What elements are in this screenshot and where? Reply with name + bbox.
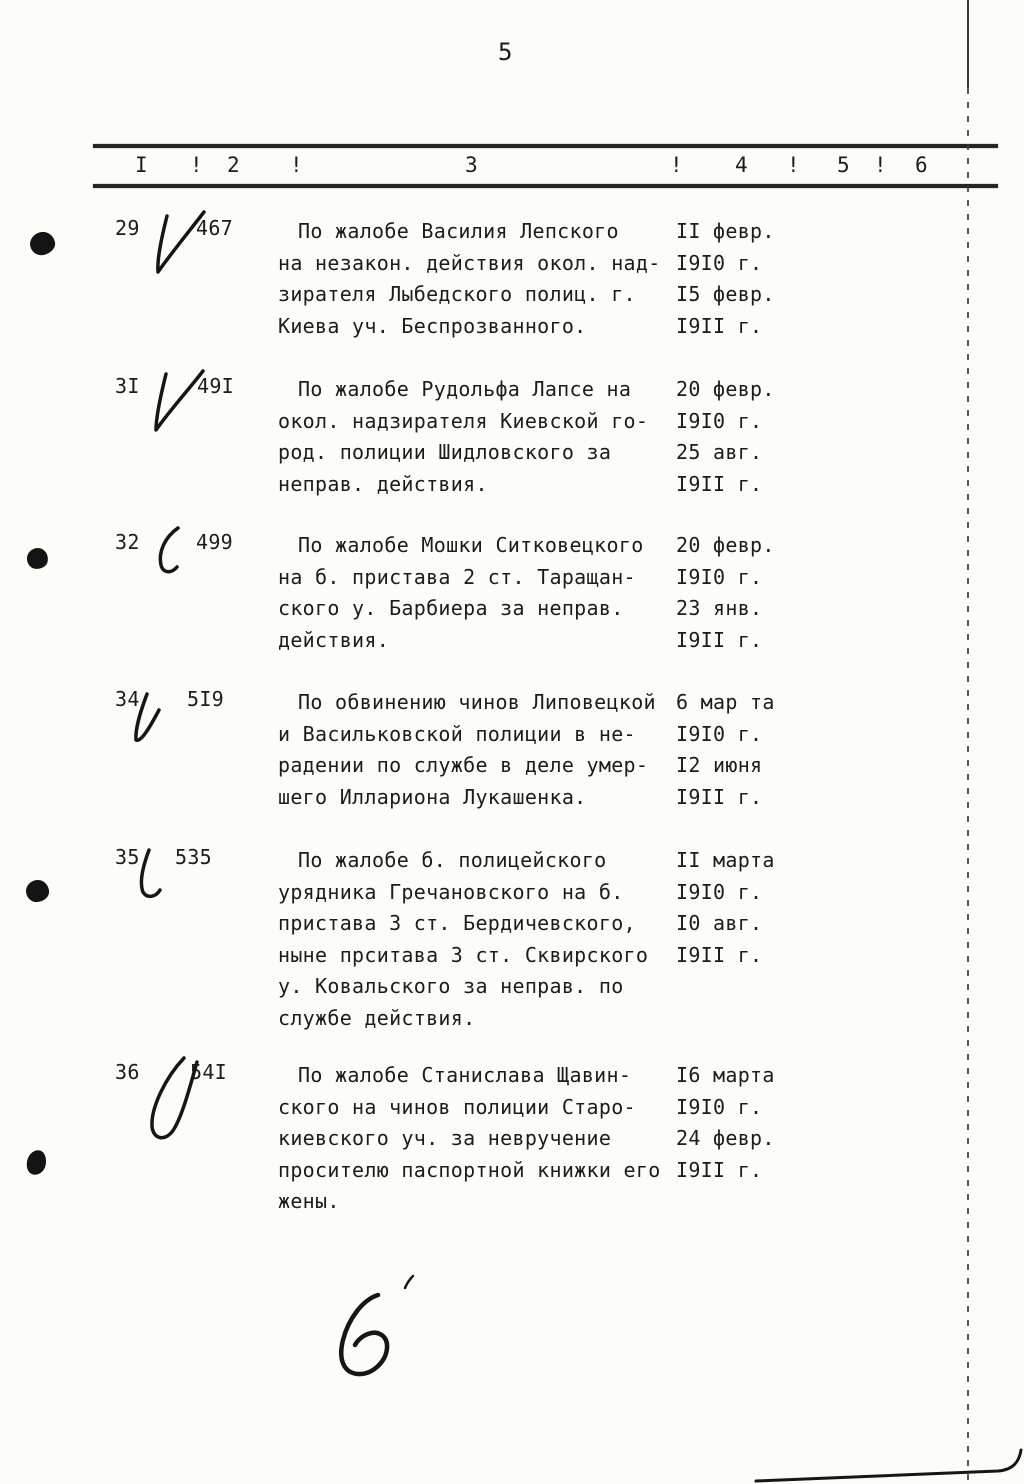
file-number: 49I	[197, 374, 235, 398]
description-line: По жалобе Василия Лепского	[298, 219, 619, 243]
description-line: урядника Гречановского на б.	[278, 879, 624, 904]
description-line: род. полиции Шидловского за	[278, 440, 612, 464]
date-line: I9I0 г.	[676, 250, 763, 275]
description-line: на незакон. действия окол. над-	[278, 250, 661, 275]
header-column-label: 6	[915, 153, 928, 177]
date-line: 24 февр.	[676, 1126, 775, 1150]
entry-number: 32	[115, 530, 140, 554]
description-line: ского на чинов полиции Старо-	[278, 1094, 636, 1119]
entry-description	[278, 845, 678, 1034]
description-line: радении по службе в деле умер-	[278, 753, 649, 777]
header-column-label: 3	[465, 153, 478, 177]
ink-blot	[26, 547, 50, 571]
table-header-rule-bottom	[93, 184, 998, 188]
file-number: 499	[196, 530, 234, 554]
description-line: киевского уч. за невручение	[278, 1126, 612, 1150]
header-column-label: 5	[837, 153, 850, 177]
description-line: По жалобе б. полицейского	[298, 848, 607, 872]
description-line: просителю паспортной книжки его	[278, 1157, 661, 1182]
header-column-separator: !	[190, 153, 203, 177]
description-line: окол. надзирателя Киевской го-	[278, 408, 649, 433]
date-line: 20 февр.	[676, 377, 775, 401]
description-line: на б. пристава 2 ст. Таращан-	[278, 564, 636, 589]
entry-dates	[676, 845, 806, 971]
check-mark	[156, 371, 203, 430]
entry-dates	[676, 216, 806, 342]
entry-dates	[676, 374, 806, 500]
header-column-label: 4	[735, 153, 748, 177]
date-line: I9I0 г.	[676, 408, 763, 433]
date-line: I2 июня	[676, 753, 763, 777]
description-line: ского у. Барбиера за неправ.	[278, 596, 624, 620]
date-line: I9II г.	[676, 1157, 763, 1182]
date-line: I9II г.	[676, 627, 763, 652]
header-column-separator: !	[787, 153, 800, 177]
date-line: I9II г.	[676, 784, 763, 809]
date-line: 20 февр.	[676, 533, 775, 557]
description-line: неправ. действия.	[278, 471, 488, 496]
header-column-separator: !	[874, 153, 887, 177]
description-line: По жалобе Рудольфа Лапсе на	[298, 377, 632, 401]
date-line: 25 авг.	[676, 440, 763, 464]
date-line: I9II г.	[676, 313, 763, 338]
stray-pen-tick	[405, 1276, 413, 1288]
description-line: жены.	[278, 1189, 340, 1213]
date-line: I9I0 г.	[676, 1094, 763, 1119]
entry-dates	[676, 1060, 806, 1186]
ink-blot	[25, 879, 50, 903]
page-fold-line-dashed	[967, 88, 969, 1484]
date-line: 6 мар та	[676, 690, 775, 714]
entry-number: 36	[115, 1060, 140, 1084]
header-column-separator: !	[670, 153, 683, 177]
entry-description	[278, 374, 678, 500]
date-line: I9I0 г.	[676, 564, 763, 589]
date-line: I6 марта	[676, 1063, 775, 1087]
page-fold-line-solid	[967, 0, 969, 88]
description-line: у. Ковальского за неправ. по	[278, 974, 624, 998]
page-number: 5	[498, 38, 514, 66]
date-line: I9I0 г.	[676, 721, 763, 746]
file-number: 535	[175, 845, 213, 869]
date-line: II февр.	[676, 219, 775, 243]
entry-description	[278, 530, 678, 656]
entry-dates	[676, 687, 806, 813]
description-line: По обвинению чинов Липовецкой	[298, 690, 656, 714]
ink-blot	[28, 230, 57, 258]
date-line: I9I0 г.	[676, 879, 763, 904]
date-line: I5 февр.	[676, 282, 775, 306]
entry-number: 29	[115, 216, 140, 240]
table-header-rule-top	[93, 144, 998, 148]
entry-description	[278, 687, 678, 813]
description-line: ныне прситава 3 ст. Сквирского	[278, 942, 649, 967]
description-line: Киева уч. Беспрозванного.	[278, 313, 587, 338]
header-column-separator: !	[290, 153, 303, 177]
check-mark	[160, 528, 178, 572]
file-number: 467	[196, 216, 234, 240]
description-line: пристава 3 ст. Бердичевского,	[278, 911, 636, 935]
description-line: шего Иллариона Лукашенка.	[278, 784, 587, 809]
header-column-label: 2	[227, 153, 240, 177]
description-line: службе действия.	[278, 1005, 476, 1030]
description-line: действия.	[278, 627, 390, 652]
page-edge-bottom	[756, 1450, 1021, 1481]
file-number: 5I9	[187, 687, 225, 711]
check-mark	[141, 850, 160, 896]
header-column-label: I	[135, 153, 148, 177]
handwritten-number-6	[341, 1295, 387, 1374]
entry-number: 34	[115, 687, 140, 711]
date-line: I0 авг.	[676, 911, 763, 935]
file-number: 54I	[190, 1060, 228, 1084]
date-line: I9II г.	[676, 471, 763, 496]
description-line: По жалобе Мошки Ситковецкого	[298, 533, 644, 557]
entry-description	[278, 216, 678, 342]
description-line: По жалобе Станислава Щавин-	[298, 1063, 632, 1087]
entry-dates	[676, 530, 806, 656]
entry-description	[278, 1060, 678, 1218]
ink-blot	[24, 1148, 48, 1177]
description-line: и Васильковской полиции в не-	[278, 721, 636, 746]
date-line: 23 янв.	[676, 596, 763, 620]
entry-number: 35	[115, 845, 140, 869]
date-line: I9II г.	[676, 942, 763, 967]
description-line: зирателя Лыбедского полиц. г.	[278, 282, 636, 306]
date-line: II марта	[676, 848, 775, 872]
entry-number: 3I	[115, 374, 140, 398]
